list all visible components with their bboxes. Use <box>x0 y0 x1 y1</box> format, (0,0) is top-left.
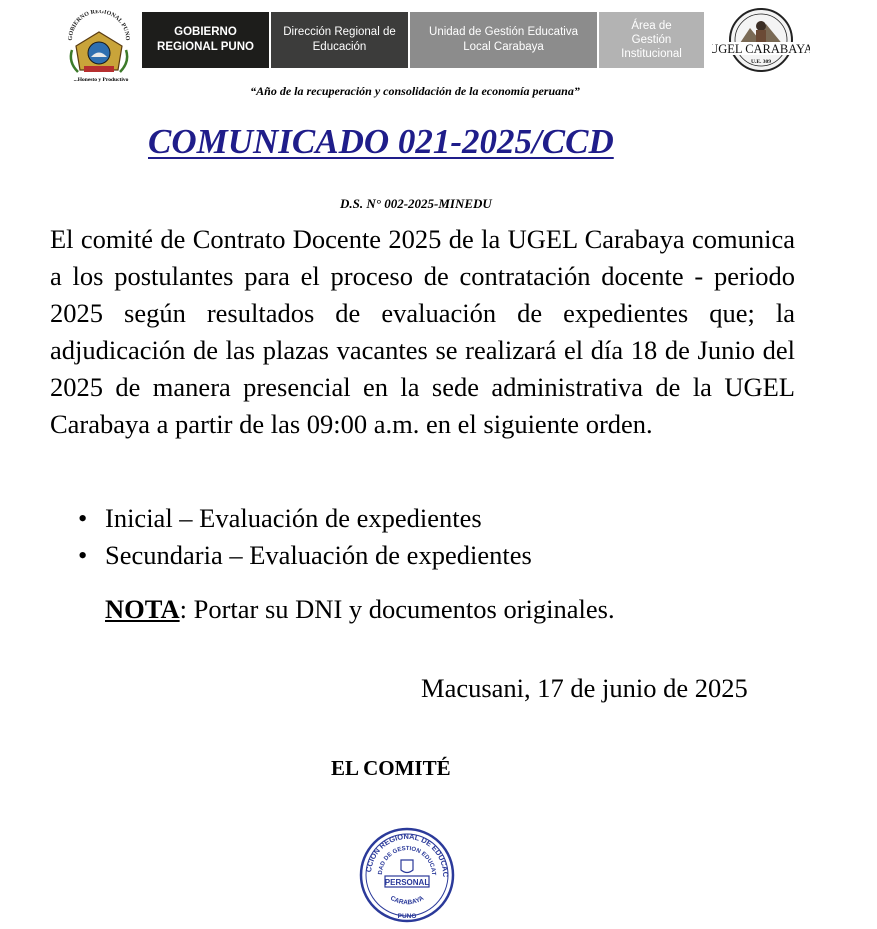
decree-reference: D.S. N° 002-2025-MINEDU <box>340 196 492 211</box>
place-date: Macusani, 17 de junio de 2025 <box>421 673 748 703</box>
header-band-area: Área de Gestión Institucional <box>599 12 704 68</box>
ugel-emblem-sub: U.E. 309 <box>750 59 772 65</box>
communique-body: El comité de Contrato Docente 2025 de la UGEL Carabaya comunica a los postulantes para el proceso de contratación docente - periodo 2025 según resultados de evaluación de expedientes que; la adjudicación de las plazas vacantes se realizará el día 18 de Junio del 2025 de manera presencial en la sede administrativa de la UGEL Carabaya a partir de las 09:00 a.m. en el siguiente orden. <box>50 224 795 439</box>
svg-text:UNIDAD DE GESTION EDUCATIVA: DAD DE GESTION EDUCAT <box>377 845 437 876</box>
note <box>105 594 615 625</box>
header-band-ugel: Unidad de Gestión Educativa Local Carabaya <box>410 12 597 68</box>
year-motto: “Año de la recuperación y consolidación de la economía peruana” <box>250 84 580 98</box>
svg-text:DIRECCION REGIONAL DE EDUCACIO: CCION REGIONAL DE EDUCAC <box>364 831 451 878</box>
gobierno-regional-puno-logo <box>62 10 136 83</box>
document-title: COMUNICADO 021-2025/CCD <box>148 122 614 161</box>
ugel-carabaya-logo <box>712 6 810 76</box>
regional-emblem-icon <box>62 10 136 78</box>
svg-text:PUNO: PUNO <box>397 913 417 920</box>
header-band-direccion: Dirección Regional de Educación <box>271 12 408 68</box>
ugel-emblem-icon <box>712 6 810 76</box>
note-label: NOTA <box>105 594 180 624</box>
svg-text:PERSONAL: PERSONAL <box>384 878 430 887</box>
list-item: • Inicial – Evaluación de expedientes <box>78 503 482 533</box>
order-list <box>78 500 532 574</box>
ugel-emblem-text: UGEL CARABAYA <box>712 42 810 56</box>
note-text: : Portar su DNI y documentos originales. <box>179 594 615 624</box>
emblem-arc-text: GOBIERNO REGIONAL PUNO <box>67 10 131 41</box>
list-item: • Secundaria – Evaluación de expedientes <box>78 540 532 570</box>
official-seal <box>358 826 456 924</box>
header-band-gobierno: GOBIERNO REGIONAL PUNO <box>142 12 269 68</box>
seal-stamp-icon <box>358 826 456 924</box>
signature-label: EL COMITÉ <box>331 756 451 780</box>
svg-text:CARABAYA: CARABAYA <box>388 894 426 907</box>
emblem-tagline: ...Honesto y Productivo <box>73 77 129 83</box>
